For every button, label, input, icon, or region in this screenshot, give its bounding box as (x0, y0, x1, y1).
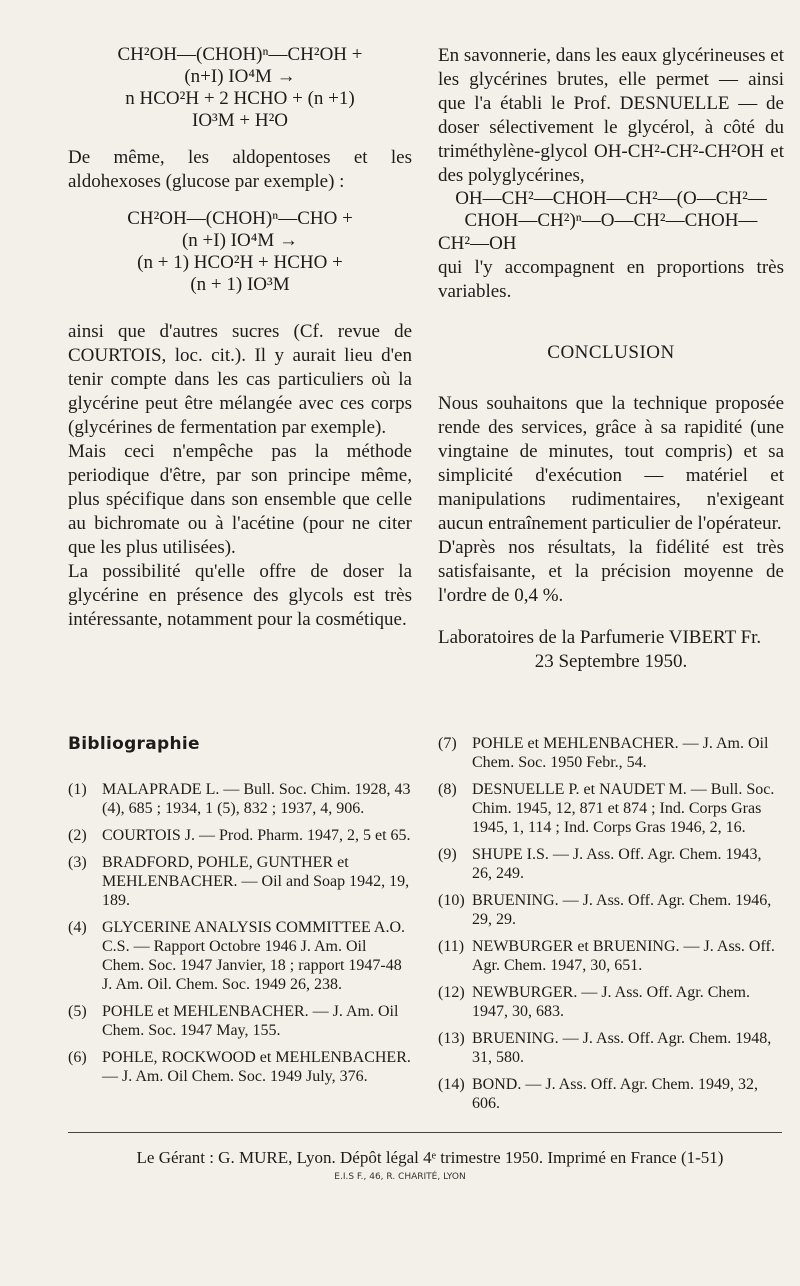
signature-date: 23 Septembre 1950. (534, 651, 688, 672)
formula-periodic-polyol (68, 44, 412, 132)
bib-entry (438, 891, 784, 929)
bib-text: POHLE et MEHLENBACHER. — J. Am. Oil Chem. Soc. 1947 May, 155. (102, 1003, 399, 1039)
bib-number: (12) (438, 984, 465, 1001)
bib-number: (5) (68, 1003, 87, 1020)
bib-text: POHLE, ROCKWOOD et MEHLENBACHER. — J. Am. Oil Chem. Soc. 1949 July, 376. (102, 1049, 411, 1085)
bib-number: (3) (68, 854, 87, 871)
paragraph: En savonnerie, dans les eaux glycérineuses et les glycérines brutes, elle permet — ainsi que l'a établi le Prof. DESNUELLE — de doser sélectivement le glycérol, à côté du triméthylène-glycol OH-CH²-CH²-CH²OH et des polyglycérines, (438, 45, 784, 186)
bibliography-right (438, 734, 784, 1121)
paragraph: ainsi que d'autres sucres (Cf. revue de COURTOIS, loc. cit.). Il y aurait lieu d'en tenir compte dans les cas particuliers où la glycérine peut être mélangée avec ces corps (glycérines de fermentation par exemple). (68, 321, 412, 438)
bib-entry (438, 845, 784, 883)
formula-line: CHOH—CH²)ⁿ—O—CH²—CHOH— (464, 210, 758, 231)
bib-entry (438, 1075, 784, 1113)
conclusion-heading: CONCLUSION (547, 342, 675, 363)
paragraph: qui l'y accompagnent en proportions très variables. (438, 257, 784, 302)
paragraph: Mais ceci n'empêche pas la méthode periodique d'être, par son principe même, plus spécifique dans son ensemble que celle au bichromate ou à l'acétine (pour ne citer que les plus utilisées). (68, 441, 412, 558)
bib-entry (438, 1029, 784, 1067)
bib-text: BRADFORD, POHLE, GUNTHER et MEHLENBACHER. — Oil and Soap 1942, 19, 189. (102, 854, 410, 909)
bib-entry (438, 983, 784, 1021)
bib-number: (1) (68, 781, 87, 798)
paragraph: Nous souhaitons que la technique proposée rende des services, grâce à sa rapidité (une vingtaine de minutes, tout compris) et sa simplicité d'exécution — matériel et manipulations rudimentaires, n'exigeant aucun entraînement particulier de l'opérateur. (438, 393, 784, 534)
formula-line: (n + 1) IO³M (190, 274, 290, 295)
bib-text: MALAPRADE L. — Bull. Soc. Chim. 1928, 43 (4), 685 ; 1934, 1 (5), 832 ; 1937, 4, 906. (102, 781, 411, 817)
bib-entry (438, 937, 784, 975)
printer-line: E.I.S F., 46, R. CHARITÉ, LYON (334, 1172, 466, 1182)
formula-line: (n +I) IO⁴M → (181, 230, 298, 251)
formula-line: CH²—OH (438, 233, 517, 254)
bib-entry (68, 1048, 412, 1086)
bibliography-heading: Bibliographie (68, 734, 200, 754)
formula-line: CH²OH—(CHOH)ⁿ—CHO + (127, 208, 353, 229)
bib-entry (438, 734, 784, 772)
bib-text: COURTOIS J. — Prod. Pharm. 1947, 2, 5 et 65. (102, 827, 411, 844)
bibliography-left (68, 734, 412, 1094)
bib-entry (68, 826, 412, 845)
bib-text: POHLE et MEHLENBACHER. — J. Am. Oil Chem. Soc. 1950 Febr., 54. (472, 735, 769, 771)
bib-text: BRUENING. — J. Ass. Off. Agr. Chem. 1948, 31, 580. (472, 1030, 772, 1066)
right-column (438, 44, 784, 674)
bib-text: GLYCERINE ANALYSIS COMMITTEE A.O. C.S. — Rapport Octobre 1946 J. Am. Oil Chem. Soc. 1947 Janvier, 18 ; rapport 1947-48 J. Am. Oil. Chem. Soc. 1949 26, 238. (102, 919, 406, 993)
paragraph: De même, les aldopentoses et les aldohexoses (glucose par exemple) : (68, 147, 412, 192)
formula-line: n HCO²H + 2 HCHO + (n +1) (125, 88, 355, 109)
bib-number: (11) (438, 938, 465, 955)
formula-line: CH²OH—(CHOH)ⁿ—CH²OH + (117, 44, 363, 65)
formula-line: (n+I) IO⁴M → (184, 66, 296, 87)
formula-line: IO³M + H²O (192, 110, 288, 131)
paragraph: D'après nos résultats, la fidélité est très satisfaisante, et la précision moyenne de l'ordre de 0,4 %. (438, 537, 784, 606)
bib-text: BOND. — J. Ass. Off. Agr. Chem. 1949, 32, 606. (472, 1076, 758, 1112)
formula-aldose (68, 208, 412, 296)
paragraph: La possibilité qu'elle offre de doser la glycérine en présence des glycols est très intéressante, notamment pour la cosmétique. (68, 561, 412, 630)
bib-text: NEWBURGER et BRUENING. — J. Ass. Off. Agr. Chem. 1947, 30, 651. (472, 938, 775, 974)
bib-entry (438, 780, 784, 837)
bib-number: (4) (68, 919, 87, 936)
bib-entry (68, 853, 412, 910)
bib-text: DESNUELLE P. et NAUDET M. — Bull. Soc. Chim. 1945, 12, 871 et 874 ; Ind. Corps Gras 1945, 1, 114 ; Ind. Corps Gras 1946, 2, 16. (472, 781, 775, 836)
bib-text: BRUENING. — J. Ass. Off. Agr. Chem. 1946, 29, 29. (472, 892, 772, 928)
left-column (68, 44, 412, 632)
formula-line: OH—CH²—CHOH—CH²—(O—CH²— (455, 188, 767, 209)
bib-text: SHUPE I.S. — J. Ass. Off. Agr. Chem. 1943, 26, 249. (472, 846, 762, 882)
formula-line: (n + 1) HCO²H + HCHO + (137, 252, 343, 273)
bib-text: NEWBURGER. — J. Ass. Off. Agr. Chem. 1947, 30, 683. (472, 984, 750, 1020)
bib-number: (13) (438, 1030, 465, 1047)
bib-number: (10) (438, 892, 465, 909)
bib-entry (68, 780, 412, 818)
footer-imprint: Le Gérant : G. MURE, Lyon. Dépôt légal 4ᵉ trimestre 1950. Imprimé en France (1-51) (136, 1148, 724, 1167)
bib-number: (9) (438, 846, 457, 863)
bib-number: (6) (68, 1049, 87, 1066)
bib-number: (2) (68, 827, 87, 844)
bib-number: (14) (438, 1076, 465, 1093)
bib-number: (7) (438, 735, 457, 752)
footer-divider (68, 1132, 782, 1133)
bib-entry (68, 918, 412, 994)
lab-signature: Laboratoires de la Parfumerie VIBERT Fr. (438, 627, 762, 648)
bib-entry (68, 1002, 412, 1040)
bib-number: (8) (438, 781, 457, 798)
